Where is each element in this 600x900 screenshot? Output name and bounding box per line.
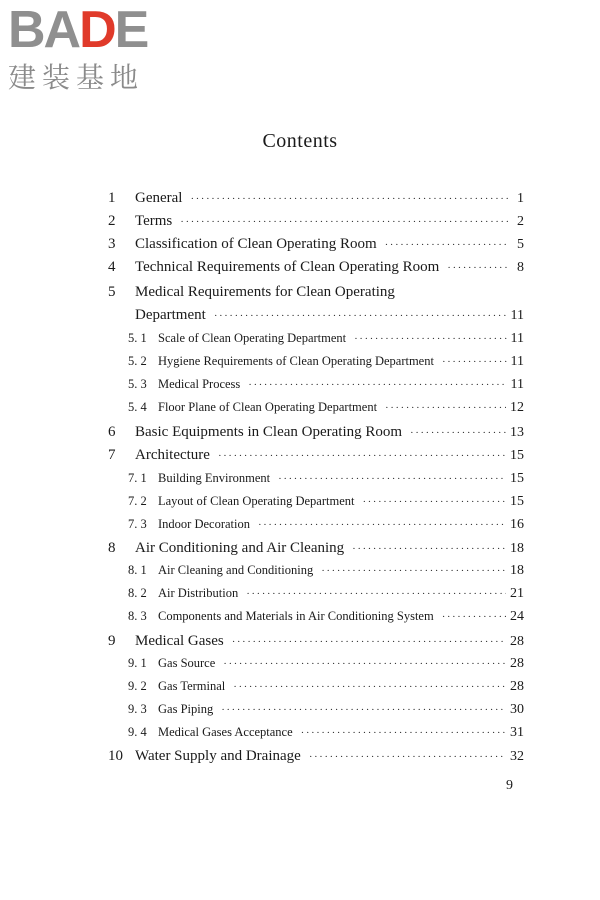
toc-entry[interactable] [108,656,524,678]
toc-entry-page: 11 [510,354,524,369]
toc-entry-number: 6 [108,424,116,440]
toc-entry-label: Components and Materials in Air Conditioning System [158,609,434,623]
toc-entry-label: Department [135,307,206,323]
toc-entry-number: 1 [108,190,116,206]
toc-entry[interactable] [108,702,524,724]
toc-entry[interactable] [108,354,524,376]
toc-leader-dots [321,565,506,577]
toc-entry-number: 9. 3 [128,702,147,716]
toc-leader-dots [362,496,506,508]
logo-wordmark [8,1,178,59]
toc-entry-page: 11 [510,377,524,392]
toc-entry-number: 3 [108,236,116,252]
logo-word-end: E [114,1,148,59]
toc-entry[interactable] [108,447,524,469]
toc-entry-page: 12 [510,400,524,415]
toc-entry-number: 7. 1 [128,471,147,485]
toc-entry-page: 1 [517,191,524,206]
toc-entry[interactable] [108,494,524,516]
toc-entry-label: Technical Requirements of Clean Operating Room [135,259,440,275]
toc-entry-label: Gas Terminal [158,679,226,693]
toc-leader-dots [385,239,508,251]
toc-leader-dots [221,704,506,716]
toc-entry[interactable] [108,540,524,562]
toc-entry-number: 10 [108,748,123,764]
toc-entry-label: Air Cleaning and Conditioning [158,563,314,577]
toc-leader-dots [218,450,506,462]
toc-entry[interactable] [108,331,524,353]
toc-entry-number: 8. 2 [128,586,147,600]
toc-entry-label: Water Supply and Drainage [135,748,301,764]
toc-entry-number: 8. 3 [128,609,147,623]
toc-entry-label: Floor Plane of Clean Operating Department [158,400,378,414]
toc-leader-dots [232,636,506,648]
toc-entry-number: 5. 3 [128,377,147,391]
toc-entry[interactable] [108,284,524,306]
toc-entry-label: Scale of Clean Operating Department [158,331,347,345]
toc-entry-label: Hygiene Requirements of Clean Operating Department [158,354,434,368]
toc-entry-page: 32 [510,749,524,764]
toc-entry-page: 31 [510,725,524,740]
toc-entry-number: 5. 1 [128,331,147,345]
toc-leader-dots [180,216,508,228]
toc-entry-page: 28 [510,679,524,694]
page-number: 9 [506,778,513,793]
toc-entry-page: 2 [517,214,524,229]
toc-entry-number: 2 [108,213,116,229]
toc-entry-number: 9. 4 [128,725,147,739]
toc-leader-dots [410,427,506,439]
toc-entry-page: 24 [510,609,524,624]
toc-entry-number: 7 [108,447,116,463]
toc-entry-label: Medical Gases [135,633,224,649]
logo-word-main: BA [8,1,80,59]
toc-leader-dots [190,193,508,205]
toc-leader-dots [309,751,506,763]
toc-leader-dots [246,588,506,600]
toc-leader-dots [248,379,506,391]
toc-entry-number: 4 [108,259,116,275]
toc-leader-dots [233,681,506,693]
toc-entry-page: 5 [517,237,524,252]
toc-entry-page: 11 [510,331,524,346]
toc-entry-label: Gas Piping [158,702,214,716]
toc-leader-dots [214,310,507,322]
toc-entry-label: Terms [135,213,173,229]
toc-leader-dots [385,402,506,414]
toc-entry[interactable] [108,259,524,281]
toc-entry-label: Classification of Clean Operating Room [135,236,377,252]
logo-subtitle: 建装基地 [8,61,145,94]
toc-leader-dots [447,262,508,274]
logo-word-accent: D [79,1,115,59]
toc-entry[interactable] [108,471,524,493]
toc-entry-page: 21 [510,586,524,601]
toc-entry-number: 5 [108,284,116,300]
toc-leader-dots [442,611,506,623]
toc-entry-page: 18 [510,541,524,556]
toc-leader-dots [354,333,506,345]
toc-entry[interactable] [108,725,524,747]
toc-entry-number: 9. 2 [128,679,147,693]
toc-entry[interactable] [108,517,524,539]
toc-entry-page: 15 [510,471,524,486]
toc-entry[interactable] [108,377,524,399]
toc-entry-number: 9 [108,633,116,649]
toc-entry-page: 11 [510,308,524,323]
toc-entry[interactable] [108,307,524,329]
toc-entry-page: 28 [510,656,524,671]
toc-leader-dots [301,727,506,739]
bade-logo [8,1,178,94]
toc-entry[interactable] [108,236,524,258]
toc-entry[interactable] [108,213,524,235]
toc-entry[interactable] [108,679,524,701]
toc-entry-page: 13 [510,425,524,440]
toc-entry[interactable] [108,586,524,608]
toc-entry-number: 8. 1 [128,563,147,577]
toc-entry-page: 15 [510,494,524,509]
toc-entry-label: Air Conditioning and Air Cleaning [135,540,345,556]
toc-entry-number: 5. 2 [128,354,147,368]
toc-entry-label: Medical Gases Acceptance [158,725,293,739]
toc-entry[interactable] [108,563,524,585]
contents-title: Contents [262,130,338,152]
toc-entry-label: General [135,190,183,206]
toc-entry-label: Architecture [135,447,210,463]
toc-entry-number: 7. 2 [128,494,147,508]
toc-entry-label: Gas Source [158,656,216,670]
toc-entry[interactable] [108,424,524,446]
toc-leader-dots [278,473,506,485]
toc-leader-dots [442,356,507,368]
toc-entry-label: Basic Equipments in Clean Operating Room [135,424,403,440]
toc-entry-label: Air Distribution [158,586,239,600]
toc-entry-page: 15 [510,448,524,463]
toc-entry-label: Indoor Decoration [158,517,250,531]
toc-entry[interactable] [108,609,524,631]
toc-entry-label: Building Environment [158,471,271,485]
toc-entry-label: Medical Process [158,377,241,391]
toc-leader-dots [352,543,506,555]
toc-entry-page: 8 [517,260,524,275]
toc-entry[interactable] [108,400,524,422]
toc-entry[interactable] [108,633,524,655]
toc-entry-page: 28 [510,634,524,649]
toc-entry[interactable] [108,748,524,770]
toc-entry-number: 5. 4 [128,400,147,414]
toc-entry-number: 9. 1 [128,656,147,670]
toc-entry-label: Medical Requirements for Clean Operating [135,284,395,300]
toc-entry-page: 16 [510,517,524,532]
toc-entry-number: 7. 3 [128,517,147,531]
toc-entry[interactable] [108,190,524,212]
toc-leader-dots [223,658,506,670]
toc-entry-page: 18 [510,563,524,578]
toc-entry-label: Layout of Clean Operating Department [158,494,355,508]
toc-entry-page: 30 [510,702,524,717]
toc-entry-number: 8 [108,540,116,556]
toc-leader-dots [258,519,506,531]
